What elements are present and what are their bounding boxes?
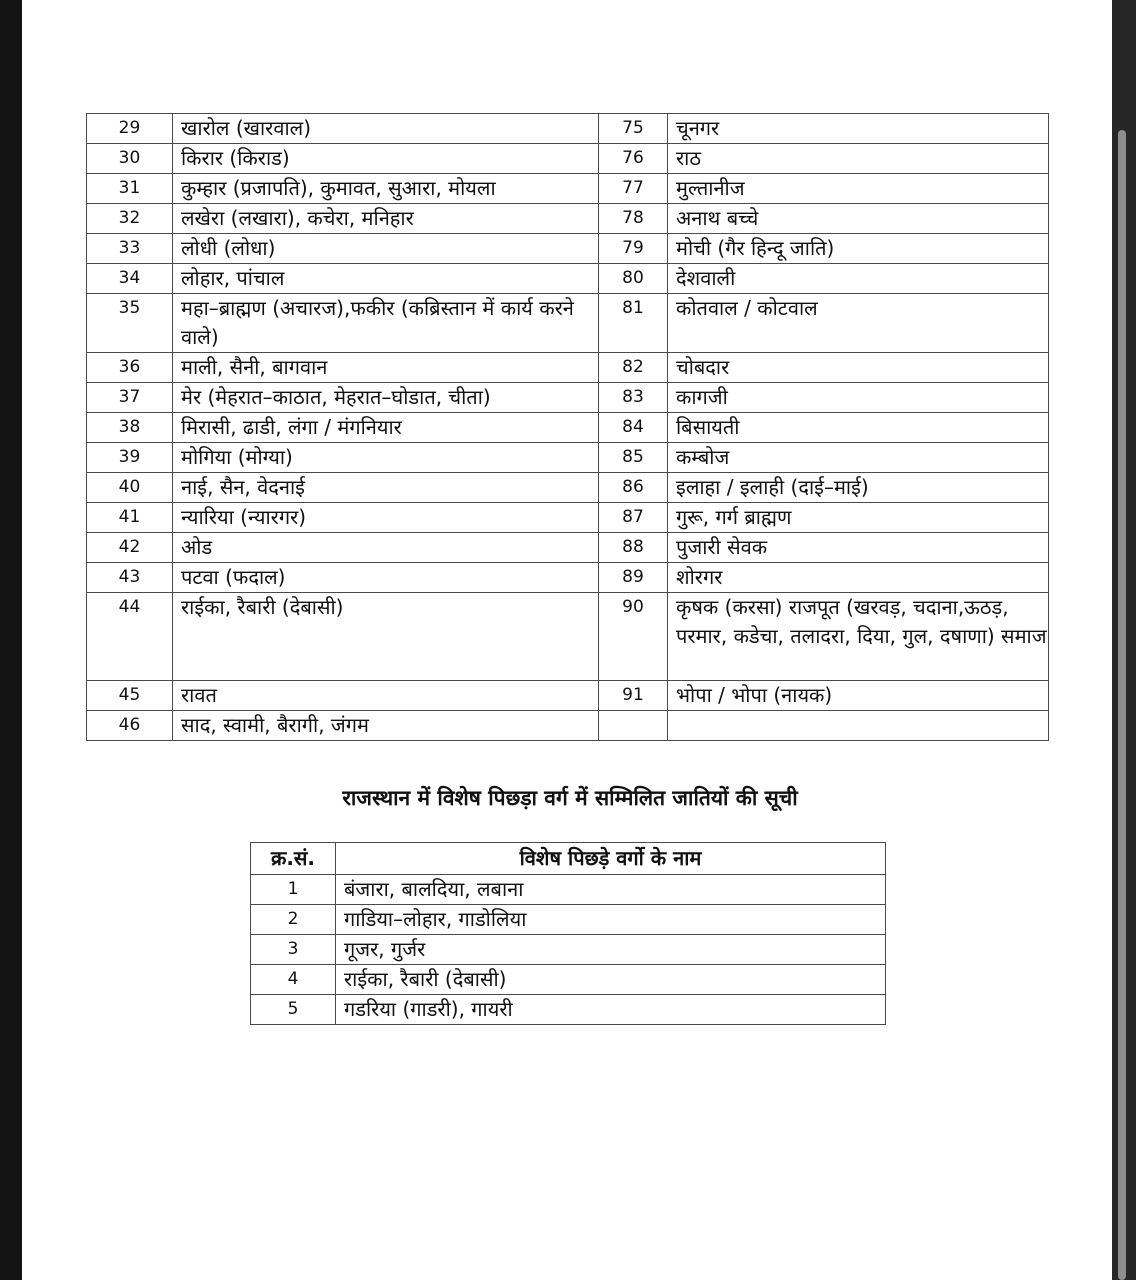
serial-number-cell: 36 (87, 353, 173, 383)
serial-number-cell: 45 (87, 681, 173, 711)
caste-name-cell (668, 711, 1049, 741)
caste-name-cell: राईका, रैबारी (देबासी) (336, 965, 886, 995)
serial-number-cell: 43 (87, 563, 173, 593)
caste-name-cell: पुजारी सेवक (668, 533, 1049, 563)
serial-number-cell: 42 (87, 533, 173, 563)
caste-name-cell: शोरगर (668, 563, 1049, 593)
serial-number-cell: 32 (87, 204, 173, 234)
table-row (87, 711, 1049, 741)
caste-name-cell: बिसायती (668, 413, 1049, 443)
serial-number-cell: 4 (251, 965, 336, 995)
caste-name-cell: नाई, सैन, वेदनाई (173, 473, 599, 503)
caste-name-cell: चूनगर (668, 114, 1049, 144)
serial-number-cell: 3 (251, 935, 336, 965)
serial-number-cell: 31 (87, 174, 173, 204)
table-row (87, 593, 1049, 681)
serial-number-cell: 88 (599, 533, 668, 563)
caste-name-cell: लोधी (लोधा) (173, 234, 599, 264)
serial-number-cell: 35 (87, 294, 173, 353)
caste-name-cell: गूजर, गुर्जर (336, 935, 886, 965)
serial-number-cell: 77 (599, 174, 668, 204)
serial-number-cell (599, 711, 668, 741)
caste-name-cell: लोहार, पांचाल (173, 264, 599, 294)
caste-name-cell: राईका, रैबारी (देबासी) (173, 593, 599, 681)
caste-name-cell: लखेरा (लखारा), कचेरा, मनिहार (173, 204, 599, 234)
caste-name-cell: मेर (मेहरात–काठात, मेहरात–घोडात, चीता) (173, 383, 599, 413)
caste-name-cell: मोगिया (मोग्या) (173, 443, 599, 473)
table-row (251, 995, 886, 1025)
serial-number-cell: 81 (599, 294, 668, 353)
serial-number-cell: 82 (599, 353, 668, 383)
serial-number-header: क्र.सं. (251, 843, 336, 875)
serial-number-cell: 90 (599, 593, 668, 681)
serial-number-cell: 83 (599, 383, 668, 413)
viewer-frame-left (0, 0, 22, 1280)
serial-number-cell: 33 (87, 234, 173, 264)
table-row (87, 144, 1049, 174)
caste-name-cell: देशवाली (668, 264, 1049, 294)
serial-number-cell: 75 (599, 114, 668, 144)
serial-number-cell: 91 (599, 681, 668, 711)
table-row (87, 503, 1049, 533)
caste-name-cell: राठ (668, 144, 1049, 174)
caste-name-cell: कृषक (करसा) राजपूत (खरवड़, चदाना,ऊठड़, परमार, कडेचा, तलादरा, दिया, गुल, दषाणा) समाज (668, 593, 1049, 681)
serial-number-cell: 38 (87, 413, 173, 443)
caste-names-header: विशेष पिछड़े वर्गो के नाम (336, 843, 886, 875)
serial-number-cell: 44 (87, 593, 173, 681)
table-row (87, 294, 1049, 353)
table-row (87, 563, 1049, 593)
serial-number-cell: 87 (599, 503, 668, 533)
serial-number-cell: 46 (87, 711, 173, 741)
serial-number-cell: 30 (87, 144, 173, 174)
caste-name-cell: गुरू, गर्ग ब्राह्मण (668, 503, 1049, 533)
serial-number-cell: 2 (251, 905, 336, 935)
caste-name-cell: मुल्तानीज (668, 174, 1049, 204)
scrollbar-thumb[interactable] (1118, 130, 1126, 1280)
serial-number-cell: 39 (87, 443, 173, 473)
caste-name-cell: इलाहा / इलाही (दाई–माई) (668, 473, 1049, 503)
table-row (87, 533, 1049, 563)
caste-name-cell: न्यारिया (न्यारगर) (173, 503, 599, 533)
serial-number-cell: 40 (87, 473, 173, 503)
serial-number-cell: 86 (599, 473, 668, 503)
caste-name-cell: पटवा (फदाल) (173, 563, 599, 593)
caste-name-cell: बंजारा, बालदिया, लबाना (336, 875, 886, 905)
table-header-row (251, 843, 886, 875)
serial-number-cell: 5 (251, 995, 336, 1025)
table-row (251, 905, 886, 935)
serial-number-cell: 41 (87, 503, 173, 533)
caste-name-cell: साद, स्वामी, बैरागी, जंगम (173, 711, 599, 741)
caste-name-cell: कागजी (668, 383, 1049, 413)
caste-name-cell: गाडिया–लोहार, गाडोलिया (336, 905, 886, 935)
caste-name-cell: भोपा / भोपा (नायक) (668, 681, 1049, 711)
serial-number-cell: 29 (87, 114, 173, 144)
serial-number-cell: 1 (251, 875, 336, 905)
serial-number-cell: 80 (599, 264, 668, 294)
caste-name-cell: किरार (किराड) (173, 144, 599, 174)
table-row (87, 473, 1049, 503)
caste-name-cell: गडरिया (गाडरी), गायरी (336, 995, 886, 1025)
serial-number-cell: 37 (87, 383, 173, 413)
serial-number-cell: 84 (599, 413, 668, 443)
table-row (87, 204, 1049, 234)
caste-name-cell: रावत (173, 681, 599, 711)
table-row (251, 965, 886, 995)
caste-name-cell: महा–ब्राह्मण (अचारज),फकीर (कब्रिस्तान में कार्य करने वाले) (173, 294, 599, 353)
table-row (87, 353, 1049, 383)
serial-number-cell: 76 (599, 144, 668, 174)
serial-number-cell: 34 (87, 264, 173, 294)
caste-name-cell: कम्बोज (668, 443, 1049, 473)
serial-number-cell: 89 (599, 563, 668, 593)
table-row (87, 234, 1049, 264)
sbc-caste-table (250, 842, 886, 1025)
serial-number-cell: 79 (599, 234, 668, 264)
serial-number-cell: 85 (599, 443, 668, 473)
caste-name-cell: चोबदार (668, 353, 1049, 383)
caste-name-cell: माली, सैनी, बागवान (173, 353, 599, 383)
table-row (87, 174, 1049, 204)
caste-name-cell: कुम्हार (प्रजापति), कुमावत, सुआरा, मोयला (173, 174, 599, 204)
table-row (87, 681, 1049, 711)
obc-caste-table (86, 113, 1049, 741)
table-row (87, 114, 1049, 144)
sbc-list-title: राजस्थान में विशेष पिछड़ा वर्ग में सम्मिलित जातियों की सूची (342, 786, 798, 810)
table-row (251, 935, 886, 965)
table-row (87, 413, 1049, 443)
caste-name-cell: मिरासी, ढाडी, लंगा / मंगनियार (173, 413, 599, 443)
table-row (87, 383, 1049, 413)
serial-number-cell: 78 (599, 204, 668, 234)
table-row (87, 264, 1049, 294)
caste-name-cell: अनाथ बच्चे (668, 204, 1049, 234)
caste-name-cell: खारोल (खारवाल) (173, 114, 599, 144)
caste-name-cell: मोची (गैर हिन्दू जाति) (668, 234, 1049, 264)
caste-name-cell: कोतवाल / कोटवाल (668, 294, 1049, 353)
table-row (87, 443, 1049, 473)
table-row (251, 875, 886, 905)
caste-name-cell: ओड (173, 533, 599, 563)
